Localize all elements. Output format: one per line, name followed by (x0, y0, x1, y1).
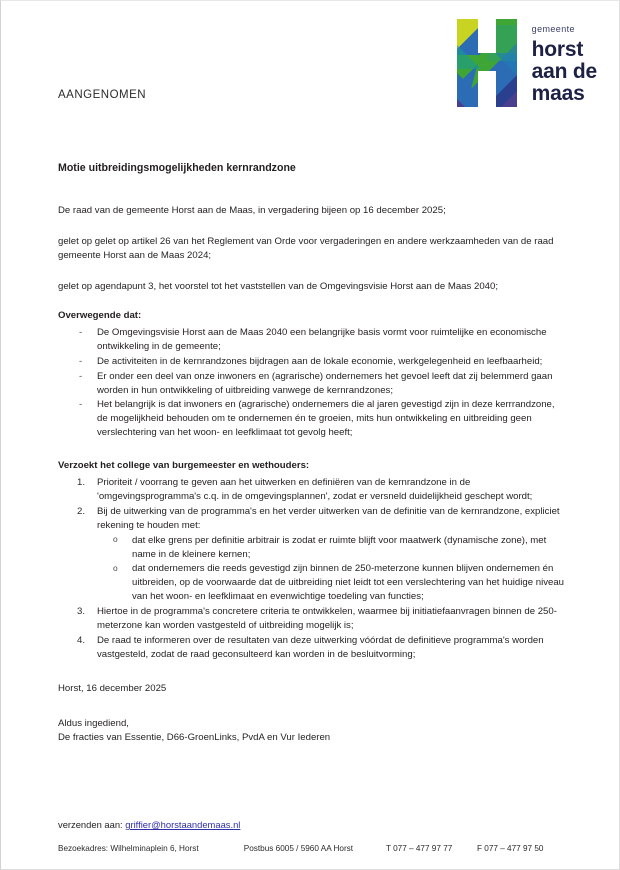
page-title: Motie uitbreidingsmogelijkheden kernrandzone (58, 162, 296, 174)
fax-number: F 077 – 477 97 50 (476, 844, 544, 853)
wordmark (532, 15, 597, 105)
griffier-email-link[interactable]: griffier@horstaandemaas.nl (125, 819, 241, 830)
sub-list-item: o dat elke grens per definitie arbitrair is zodat er ruimte blijft voor maatwerk (dynamische zone), met name in de kleinere kernen; (97, 534, 566, 562)
wordmark-gemeente: gemeente (531, 24, 575, 34)
intro-paragraph: gelet op agendapunt 3, het voorstel tot het vaststellen van de Omgevingsvisie Horst aan de Maas 2040; (58, 281, 498, 293)
request-list (58, 476, 566, 662)
footer-contact-bar (58, 844, 568, 853)
list-item-text: Hiertoe in de programma's concretere criteria te ontwikkelen, waarmee bij initiatiefaanvragen binnen de 250-meterzone kan worden vastgesteld of uitbreiding mogelijk is; (97, 606, 557, 632)
signoff-line-1: Aldus ingediend, (58, 717, 129, 729)
list-item-text: Bij de uitwerking van de programma's en het verder uitwerken van de definitie van de kernrandzone, expliciet rekening te houden met: (97, 505, 560, 531)
request-heading: Verzoekt het college van burgemeester en wethouders: (58, 460, 310, 472)
wordmark-line-1: horst (531, 38, 584, 61)
intro-paragraph: gelet op gelet op artikel 26 van het Reglement van Orde voor vergaderingen en andere werkzaamheden van de raad gemeente Horst aan de Maas 2024; (58, 236, 554, 262)
intro-paragraph: De raad van de gemeente Horst aan de Maas, in vergadering bijeen op 16 december 2025; (58, 205, 446, 217)
send-to-label: verzenden aan: (58, 819, 123, 830)
request-sublist (97, 534, 566, 605)
status-badge: AANGENOMEN (58, 89, 147, 101)
list-item-text: De raad te informeren over de resultaten van deze uitwerking vóórdat de definitieve programma's worden vastgesteld, zodat de raad geconsulteerd kan worden in de besluitvorming; (97, 635, 544, 660)
considerations-heading: Overwegende dat: (58, 309, 142, 321)
wordmark-line-3: maas (531, 82, 585, 105)
letterhead (451, 15, 597, 111)
signoff-line-2: De fracties van Essentie, D66-GroenLinks, PvdA en Vur Iederen (58, 731, 331, 743)
list-item (58, 605, 566, 633)
considerations-list (58, 326, 566, 440)
sub-list-item: o dat ondernemers die reeds gevestigd zijn binnen de 250-meterzone kunnen blijven ondernemen én uitbreiden, op de voorwaarde dat de uitbreiding niet leidt tot een verslechtering van het huidige niveau van het woon- en leefklimaat en evenwichtige toedeling van functies; (97, 562, 566, 604)
list-item: - Het belangrijk is dat inwoners en (agrarische) ondernemers die al jaren gevestigd zijn in deze kerrrandzone, de mogelijkheid behouden om te ondernemen én te groeien, mits hun ontwikkeling en uitbreiding geen verslechtering van het woon- en leefklimaat tot gevolg heeft; (58, 398, 566, 440)
list-item (58, 476, 566, 504)
place-and-date: Horst, 16 december 2025 (58, 682, 167, 694)
list-item: - Er onder een deel van onze inwoners en (agrarische) ondernemers het gevoel leeft dat zij belemmerd gaan worden in hun ontwikkeling of uitbreiding vanwege de kernrandzones; (58, 370, 566, 398)
signoff (58, 717, 566, 745)
send-to-line (58, 819, 240, 830)
postal-address: Postbus 6005 / 5960 AA Horst (243, 844, 354, 853)
list-item-text: Prioriteit / voorrang te geven aan het uitwerken en definiëren van de kernrandzone in de 'omgevingsprogramma's c.q. in de omgevingsplannen', zodat er versneld duidelijkheid geschept wordt; (97, 477, 533, 502)
list-item (58, 634, 566, 662)
list-item: - De Omgevingsvisie Horst aan de Maas 2040 een belangrijke basis vormt voor ruimtelijke en economische ontwikkeling in de gemeente; (58, 326, 566, 354)
list-item: - De activiteiten in de kernrandzones bijdragen aan de lokale economie, werkgelegenheid en leefbaarheid; (58, 355, 566, 369)
telephone-number: T 077 – 477 97 77 (385, 844, 453, 853)
wordmark-line-2: aan de (531, 60, 597, 83)
visiting-address: Bezoekadres: Wilhelminaplein 6, Horst (58, 844, 199, 853)
document-body (58, 161, 566, 745)
gemeente-horst-aan-de-maas-logo-icon (451, 15, 523, 111)
list-item (58, 505, 566, 604)
